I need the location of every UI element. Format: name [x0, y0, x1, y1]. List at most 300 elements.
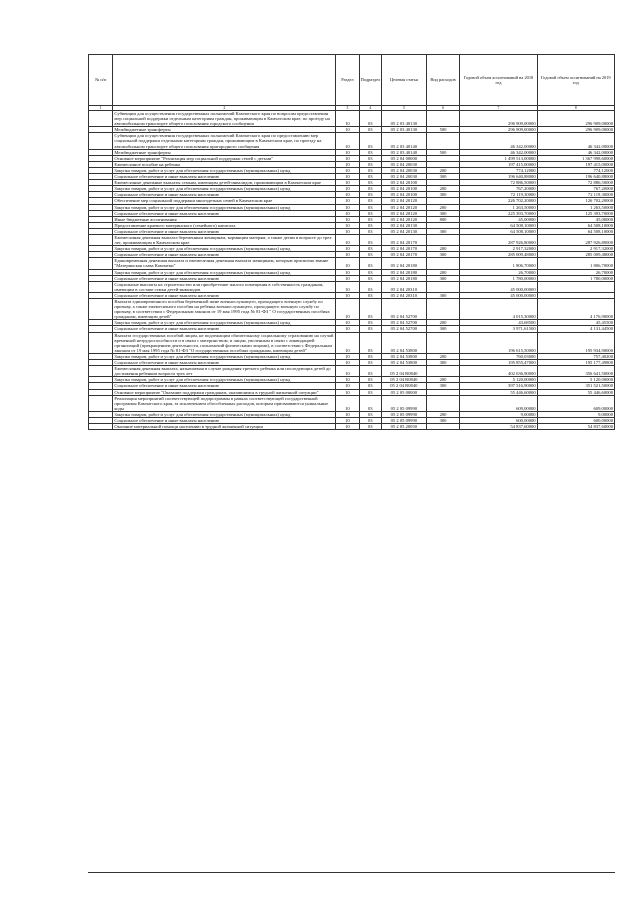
row-name-cell: Предоставление краевого материнского (семейного) капитала	[113, 222, 336, 228]
row-amount-2019-cell: 195 177,49800	[537, 360, 614, 366]
row-amount-2018-cell: 296 909,00000	[460, 111, 537, 127]
row-amount-2018-cell: 195 855,47000	[460, 360, 537, 366]
row-article-cell: 05 2 04 20120	[381, 210, 426, 216]
row-amount-2018-cell: 287 926,80000	[460, 234, 537, 245]
row-name-cell: Закупка товаров, работ и услуг для обеспечения государственных (муниципальных) нужд	[113, 411, 336, 417]
row-section-cell: 10	[336, 353, 359, 359]
header-row	[89, 55, 615, 106]
column-number: 4	[359, 106, 381, 111]
row-amount-2019-cell: 2 917,32000	[537, 246, 614, 252]
row-article-cell: 05 2 04 20100	[381, 192, 426, 198]
row-expense-type-cell	[426, 366, 460, 377]
row-subsection-cell: 03	[359, 111, 381, 127]
row-section-cell: 10	[336, 155, 359, 161]
row-amount-2018-cell: 5 120,00000	[460, 377, 537, 383]
row-name-cell: Основное мероприятие "Оказание поддержки гражданам, оказавшимся в трудной жизненной ситуации"	[113, 389, 336, 395]
row-article-cell: 05 2 04 53800	[381, 353, 426, 359]
row-amount-2018-cell: 3 971,61500	[460, 326, 537, 332]
row-amount-2018-cell: 609,00000	[460, 395, 537, 411]
row-subsection-cell: 03	[359, 292, 381, 298]
row-name-cell: Реализация мероприятий соответствующей подпрограммы в рамках соответствующей государственной программы Камчатского края, за исключением обособленных расходов, которым присваиваются уникальные коды	[113, 395, 336, 411]
row-section-cell: 10	[336, 111, 359, 127]
row-subsection-cell: 03	[359, 155, 381, 161]
row-name-cell: Социальное обеспечение и иные выплаты населению	[113, 417, 336, 423]
row-expense-type-cell: 200	[426, 186, 460, 192]
row-amount-2019-cell: 767,20000	[537, 186, 614, 192]
row-section-cell: 10	[336, 320, 359, 326]
row-subsection-cell: 03	[359, 269, 381, 275]
row-amount-2019-cell: 54 837,60000	[537, 424, 614, 430]
table-row	[89, 332, 615, 353]
row-amount-2019-cell: 296 909,00000	[537, 127, 614, 133]
row-article-cell: 05 2 04 52700	[381, 299, 426, 320]
column-number: 1	[89, 106, 113, 111]
header-num: № п/п	[89, 55, 113, 106]
row-expense-type-cell: 200	[426, 377, 460, 383]
row-amount-2018-cell: 600,00000	[460, 417, 537, 423]
row-name-cell: Ежемесячные денежные выплаты семьям, имеющим детей-инвалидов, проживающим в Камчатском крае	[113, 180, 336, 186]
row-amount-2018-cell: 46 342,00000	[460, 149, 537, 155]
row-subsection-cell: 03	[359, 377, 381, 383]
row-name-cell: Закупка товаров, работ и услуг для обеспечения государственных (муниципальных) нужд	[113, 353, 336, 359]
row-expense-type-cell	[426, 332, 460, 353]
row-section-cell: 10	[336, 133, 359, 149]
header-name	[113, 55, 336, 106]
row-amount-2019-cell: 1 263,50000	[537, 204, 614, 210]
row-amount-2019-cell: 72 119,30000	[537, 192, 614, 198]
row-subsection-cell: 03	[359, 161, 381, 167]
table-row	[89, 111, 615, 127]
row-amount-2018-cell: 760,03000	[460, 353, 537, 359]
row-name-cell: Субвенции для осуществления государственных полномочий Камчатского края по вопросам предоставления мер социальной поддержки отдельным категориям граждан, проживающим в Камчатском крае, по проезду на автомобильном транспорте общего пользования городского сообщения	[113, 111, 336, 127]
row-name-cell: Закупка товаров, работ и услуг для обеспечения государственных (муниципальных) нужд	[113, 186, 336, 192]
row-expense-type-cell: 300	[426, 360, 460, 366]
row-subsection-cell: 03	[359, 204, 381, 210]
row-subsection-cell: 03	[359, 411, 381, 417]
row-article-cell: 05 2 04 20030	[381, 167, 426, 173]
row-section-cell: 10	[336, 186, 359, 192]
row-subsection-cell: 03	[359, 222, 381, 228]
row-expense-type-cell: 300	[426, 275, 460, 281]
row-subsection-cell: 03	[359, 320, 381, 326]
row-subsection-cell: 03	[359, 360, 381, 366]
row-subsection-cell: 03	[359, 198, 381, 204]
row-name-cell: Закупка товаров, работ и услуг для обеспечения государственных (муниципальных) нужд	[113, 320, 336, 326]
row-amount-2018-cell: 2 917,32000	[460, 246, 537, 252]
row-amount-2018-cell: 196 640,88000	[460, 174, 537, 180]
row-article-cell: 05 2 04 00000	[381, 155, 426, 161]
row-article-cell: 05 2 04 20130	[381, 228, 426, 234]
row-subsection-cell: 03	[359, 234, 381, 245]
header-section: Раздел	[336, 55, 359, 106]
row-amount-2018-cell: 9,00000	[460, 411, 537, 417]
row-subsection-cell: 03	[359, 186, 381, 192]
row-expense-type-cell: 300	[426, 292, 460, 298]
row-subsection-cell: 03	[359, 353, 381, 359]
row-amount-2019-cell: 609,00000	[537, 395, 614, 411]
row-article-cell: 05 2 05 09990	[381, 417, 426, 423]
row-subsection-cell: 03	[359, 299, 381, 320]
row-article-cell: 05 2 05 00000	[381, 389, 426, 395]
row-amount-2019-cell: 55 446,60000	[537, 389, 614, 395]
page-bottom-rule	[88, 872, 615, 873]
row-article-cell: 05 2 05 09990	[381, 395, 426, 411]
row-subsection-cell: 03	[359, 192, 381, 198]
row-amount-2019-cell: 285 009,48000	[537, 252, 614, 258]
row-expense-type-cell: 500	[426, 127, 460, 133]
row-name-cell: Социальное обеспечение и иные выплаты населению	[113, 383, 336, 389]
row-amount-2019-cell: 296 909,00000	[537, 111, 614, 127]
row-amount-2019-cell: 126 702,20000	[537, 198, 614, 204]
row-section-cell: 10	[336, 292, 359, 298]
row-name-cell: Ежемесячная денежная выплата, назначаемая в случае рождения третьего ребенка или последующих детей до достижения ребенком возраста трех лет	[113, 366, 336, 377]
row-article-cell: 05 2 03 40130	[381, 127, 426, 133]
row-section-cell: 10	[336, 127, 359, 133]
row-amount-2019-cell: 125 393,70000	[537, 210, 614, 216]
row-amount-2019-cell: 757,40200	[537, 353, 614, 359]
row-name-cell: Иные бюджетные ассигнования	[113, 216, 336, 222]
row-article-cell: 05 2 04 20120	[381, 204, 426, 210]
row-number-cell	[89, 133, 113, 149]
row-name-cell: Субвенции для осуществления государственных полномочий Камчатского края по предоставлению мер социальной поддержки отдельным категориям граждан, проживающим в Камчатском крае, по проезду на автомобильном транспорте общего пользования пригородного сообщения	[113, 133, 336, 149]
row-section-cell: 10	[336, 198, 359, 204]
row-expense-type-cell	[426, 111, 460, 127]
row-amount-2018-cell: 197 415,00000	[460, 161, 537, 167]
row-amount-2019-cell: 1 806,70000	[537, 258, 614, 269]
row-expense-type-cell: 200	[426, 269, 460, 275]
row-name-cell: Ежемесячное пособие на ребенка	[113, 161, 336, 167]
row-expense-type-cell: 300	[426, 326, 460, 332]
row-amount-2018-cell: 225 393,70000	[460, 210, 537, 216]
row-amount-2018-cell: 55 446,60000	[460, 389, 537, 395]
row-amount-2018-cell: 72 886,50000	[460, 180, 537, 186]
row-number-cell	[89, 366, 113, 377]
row-amount-2019-cell: 774,12000	[537, 167, 614, 173]
row-section-cell: 10	[336, 377, 359, 383]
row-subsection-cell: 03	[359, 252, 381, 258]
row-expense-type-cell: 300	[426, 210, 460, 216]
row-number-cell	[89, 424, 113, 430]
table-row	[89, 234, 615, 245]
row-article-cell: 05 2 04 52700	[381, 320, 426, 326]
row-expense-type-cell	[426, 258, 460, 269]
row-article-cell: 05 2 04 20310	[381, 292, 426, 298]
row-amount-2019-cell: 45,45500	[537, 320, 614, 326]
row-subsection-cell: 03	[359, 424, 381, 430]
row-amount-2019-cell: 197 415,00000	[537, 161, 614, 167]
row-amount-2018-cell: 767,20000	[460, 186, 537, 192]
header-subsection: Подраздел	[359, 55, 381, 106]
row-section-cell: 10	[336, 192, 359, 198]
row-section-cell: 10	[336, 149, 359, 155]
row-expense-type-cell: 300	[426, 192, 460, 198]
row-article-cell: 05 2 04 20180	[381, 275, 426, 281]
row-subsection-cell: 03	[359, 133, 381, 149]
row-article-cell: 05 2 04 20030	[381, 161, 426, 167]
row-amount-2019-cell	[537, 281, 614, 292]
row-article-cell: 05 2 03 40140	[381, 133, 426, 149]
table-header	[89, 55, 615, 111]
header-expense-type: Вид расходов	[426, 55, 460, 106]
row-amount-2019-cell: 1 780,00000	[537, 275, 614, 281]
row-name-cell: Основное мероприятие "Реализация мер социальной поддержки семей с детьми"	[113, 155, 336, 161]
row-amount-2019-cell: 64 508,10000	[537, 228, 614, 234]
row-name-cell: Социальное обеспечение и иные выплаты населению	[113, 275, 336, 281]
row-expense-type-cell: 300	[426, 252, 460, 258]
row-subsection-cell: 03	[359, 127, 381, 133]
row-name-cell: Социальное обеспечение и иные выплаты населению	[113, 292, 336, 298]
row-amount-2018-cell: 45,00000	[460, 216, 537, 222]
header-article: Целевая статья	[381, 55, 426, 106]
row-number-cell	[89, 111, 113, 127]
row-subsection-cell: 03	[359, 246, 381, 252]
row-number-cell	[89, 281, 113, 292]
row-name-cell: Закупка товаров, работ и услуг для обеспечения государственных (муниципальных) нужд	[113, 204, 336, 210]
row-expense-type-cell: 300	[426, 417, 460, 423]
row-amount-2019-cell: 5 120,00000	[537, 377, 614, 383]
row-subsection-cell: 03	[359, 395, 381, 411]
table-row	[89, 366, 615, 377]
row-name-cell: Социальное обеспечение и иные выплаты населению	[113, 252, 336, 258]
row-section-cell: 10	[336, 246, 359, 252]
row-article-cell: 05 2 03 40140	[381, 149, 426, 155]
row-name-cell: Социальное обеспечение и иные выплаты населению	[113, 360, 336, 366]
row-subsection-cell: 03	[359, 149, 381, 155]
row-expense-type-cell: 200	[426, 353, 460, 359]
row-subsection-cell: 03	[359, 383, 381, 389]
table-row	[89, 133, 615, 149]
table-row	[89, 258, 615, 269]
row-article-cell: 05 2 05 09990	[381, 411, 426, 417]
row-article-cell: 05 2 04 20100	[381, 186, 426, 192]
row-amount-2018-cell: 45 000,00000	[460, 281, 537, 292]
row-section-cell: 10	[336, 366, 359, 377]
row-name-cell: Обеспечение мер социальной поддержки многодетных семей в Камчатском крае	[113, 198, 336, 204]
row-name-cell: Социальные выплаты на строительство или приобретение жилого помещения в собственность гражданам, имеющим в составе семьи детей-инвалидов	[113, 281, 336, 292]
row-amount-2019-cell: 196 640,88000	[537, 174, 614, 180]
row-amount-2019-cell: 600,00000	[537, 417, 614, 423]
row-expense-type-cell	[426, 133, 460, 149]
row-section-cell: 10	[336, 281, 359, 292]
row-article-cell: 05 2 04 20120	[381, 198, 426, 204]
row-name-cell: Межбюджетные трансферты	[113, 149, 336, 155]
row-section-cell: 10	[336, 234, 359, 245]
row-expense-type-cell: 200	[426, 320, 460, 326]
row-expense-type-cell	[426, 395, 460, 411]
row-amount-2018-cell: 1 806,70000	[460, 258, 537, 269]
row-amount-2018-cell: 43,68500	[460, 320, 537, 326]
row-name-cell: Межбюджетные трансферты	[113, 127, 336, 133]
row-section-cell: 10	[336, 360, 359, 366]
row-section-cell: 10	[336, 180, 359, 186]
row-amount-2019-cell: 45,00000	[537, 216, 614, 222]
row-section-cell: 10	[336, 424, 359, 430]
row-subsection-cell: 03	[359, 174, 381, 180]
row-expense-type-cell: 500	[426, 149, 460, 155]
row-amount-2019-cell: 9,00000	[537, 411, 614, 417]
row-amount-2018-cell: 774,12000	[460, 167, 537, 173]
row-name-cell: Оказание материальной помощи населению в трудной жизненной ситуации	[113, 424, 336, 430]
row-name-cell: Социальное обеспечение и иные выплаты населению	[113, 326, 336, 332]
row-article-cell: 05 2 04 53800	[381, 360, 426, 366]
row-section-cell: 10	[336, 395, 359, 411]
row-section-cell: 10	[336, 174, 359, 180]
row-article-cell: 05 2 04 20130	[381, 222, 426, 228]
row-section-cell: 10	[336, 210, 359, 216]
row-amount-2019-cell: 195 934,90000	[537, 332, 614, 353]
row-amount-2018-cell: 296 909,00000	[460, 127, 537, 133]
column-number: 3	[336, 106, 359, 111]
row-section-cell: 10	[336, 389, 359, 395]
row-amount-2018-cell: 226 702,20000	[460, 198, 537, 204]
row-amount-2018-cell: 64 508,10000	[460, 222, 537, 228]
row-number-cell	[89, 395, 113, 411]
row-article-cell: 05 2 04 20180	[381, 269, 426, 275]
row-article-cell: 05 2 03 40130	[381, 111, 426, 127]
header-year-2019: Годовой объем ассигнований на 2019 год	[537, 55, 614, 106]
row-amount-2018-cell: 46 342,00000	[460, 133, 537, 149]
header-year-2018: Годовой объем ассигнований на 2018 год	[460, 55, 537, 106]
row-amount-2018-cell: 1 263,50000	[460, 204, 537, 210]
row-amount-2018-cell: 1 780,00000	[460, 275, 537, 281]
row-section-cell: 10	[336, 299, 359, 320]
row-article-cell: 05 2 04 20170	[381, 252, 426, 258]
row-name-cell: Закупка товаров, работ и услуг для обеспечения государственных (муниципальных) нужд	[113, 269, 336, 275]
row-number-cell	[89, 299, 113, 320]
row-name-cell: Выплата государственных пособий лицам, не подлежащим обязательному социальному страхованию на случай временной нетрудоспособности и в связи с материнством, и лицам, уволенным в связи с ликвидацией организаций (прекращением деятельности, полномочий физическими лицами), в соответствии с Федеральным законом от 19 мая 1995 года № 81-ФЗ "О государственных пособиях гражданам, имеющим детей"	[113, 332, 336, 353]
row-subsection-cell: 03	[359, 332, 381, 353]
row-article-cell: 05 2 04 20100	[381, 180, 426, 186]
row-subsection-cell: 03	[359, 275, 381, 281]
row-article-cell: 05 2 04 20170	[381, 234, 426, 245]
row-amount-2018-cell: 64 508,10000	[460, 228, 537, 234]
row-amount-2019-cell: 46 342,00000	[537, 133, 614, 149]
row-name-cell: Социальное обеспечение и иные выплаты населению	[113, 192, 336, 198]
row-expense-type-cell: 800	[426, 216, 460, 222]
row-section-cell: 10	[336, 167, 359, 173]
table-row	[89, 299, 615, 320]
row-name-cell: Единовременная денежная выплата и ежемесячная денежная выплата женщинам, которым присвоено звание "Материнская слава Камчатки"	[113, 258, 336, 269]
row-amount-2019-cell: 351 521,50000	[537, 383, 614, 389]
row-name-cell: Социальное обеспечение и иные выплаты населению	[113, 228, 336, 234]
row-number-cell	[89, 234, 113, 245]
row-section-cell: 10	[336, 417, 359, 423]
table-row	[89, 395, 615, 411]
row-subsection-cell: 03	[359, 326, 381, 332]
row-section-cell: 10	[336, 383, 359, 389]
row-expense-type-cell	[426, 424, 460, 430]
row-amount-2018-cell: 285 009,48000	[460, 252, 537, 258]
row-expense-type-cell	[426, 281, 460, 292]
budget-table	[88, 54, 615, 430]
row-article-cell: 05 2 04 20180	[381, 258, 426, 269]
row-name-cell: Выплата единовременного пособия беременной жене военнослужащего, проходящего военную службу по призыву, а также ежемесячного пособия на ребенка военнослужащего, проходящего военную службу по призыву, в соответствии с Федеральным законом от 19 мая 1995 года № 81-ФЗ " О государственных пособиях гражданам, имеющим детей"	[113, 299, 336, 320]
row-name-cell: Закупка товаров, работ и услуг для обеспечения государственных (муниципальных) нужд	[113, 246, 336, 252]
row-subsection-cell: 03	[359, 258, 381, 269]
row-amount-2019-cell: 46 342,00000	[537, 149, 614, 155]
row-expense-type-cell	[426, 299, 460, 320]
row-number-cell	[89, 332, 113, 353]
table-row	[89, 281, 615, 292]
row-section-cell: 10	[336, 222, 359, 228]
row-amount-2018-cell: 397 516,90000	[460, 383, 537, 389]
row-name-cell: Ежемесячная денежная выплата беременным женщинам, кормящим матерям, а также детям в возрасте до трех лет, проживающим в Камчатском крае	[113, 234, 336, 245]
row-expense-type-cell: 200	[426, 204, 460, 210]
row-amount-2019-cell: 287 926,80000	[537, 234, 614, 245]
column-number: 5	[381, 106, 426, 111]
row-article-cell: 05 2 04 20310	[381, 281, 426, 292]
row-expense-type-cell	[426, 234, 460, 245]
row-amount-2019-cell: 26,70000	[537, 269, 614, 275]
row-section-cell: 10	[336, 252, 359, 258]
column-number: 6	[426, 106, 460, 111]
row-article-cell: 05 2 04 20120	[381, 216, 426, 222]
row-name-cell: Социальное обеспечение и иные выплаты населению	[113, 174, 336, 180]
row-article-cell: 05 2 05 20050	[381, 424, 426, 430]
row-article-cell: 05 2 04 R0840	[381, 377, 426, 383]
row-amount-2018-cell: 402 636,90000	[460, 366, 537, 377]
row-amount-2019-cell: 4 131,44500	[537, 326, 614, 332]
row-expense-type-cell: 300	[426, 383, 460, 389]
row-subsection-cell: 03	[359, 389, 381, 395]
row-subsection-cell: 03	[359, 167, 381, 173]
row-section-cell: 10	[336, 204, 359, 210]
table-body	[89, 111, 615, 430]
row-amount-2018-cell: 72 119,30000	[460, 192, 537, 198]
row-section-cell: 10	[336, 269, 359, 275]
column-number: 7	[460, 106, 537, 111]
row-subsection-cell: 03	[359, 281, 381, 292]
row-section-cell: 10	[336, 275, 359, 281]
row-expense-type-cell: 300	[426, 174, 460, 180]
row-name-cell: Закупка товаров, работ и услуг для обеспечения государственных (муниципальных) нужд	[113, 167, 336, 173]
row-amount-2019-cell: 4 176,90000	[537, 299, 614, 320]
row-name-cell: Закупка товаров, работ и услуг для обеспечения государственных (муниципальных) нужд	[113, 377, 336, 383]
row-amount-2019-cell: 64 508,10000	[537, 222, 614, 228]
row-amount-2018-cell: 196 615,50000	[460, 332, 537, 353]
row-amount-2018-cell: 4 015,30000	[460, 299, 537, 320]
row-amount-2019-cell: 1 367 998,60000	[537, 155, 614, 161]
row-article-cell: 05 2 04 52700	[381, 326, 426, 332]
column-number: 2	[113, 106, 336, 111]
column-number: 8	[537, 106, 614, 111]
row-amount-2018-cell: 45 000,00000	[460, 292, 537, 298]
table-row	[89, 424, 615, 430]
row-subsection-cell: 03	[359, 366, 381, 377]
row-subsection-cell: 03	[359, 417, 381, 423]
row-section-cell: 10	[336, 326, 359, 332]
row-section-cell: 10	[336, 161, 359, 167]
row-number-cell	[89, 258, 113, 269]
row-section-cell: 10	[336, 228, 359, 234]
row-subsection-cell: 03	[359, 210, 381, 216]
row-article-cell: 05 2 04 20030	[381, 174, 426, 180]
row-subsection-cell: 03	[359, 228, 381, 234]
row-section-cell: 10	[336, 411, 359, 417]
row-amount-2018-cell: 1 499 513,00000	[460, 155, 537, 161]
row-expense-type-cell: 200	[426, 246, 460, 252]
row-name-cell: Социальное обеспечение и иные выплаты населению	[113, 210, 336, 216]
row-expense-type-cell: 300	[426, 228, 460, 234]
row-amount-2018-cell: 54 837,60000	[460, 424, 537, 430]
row-subsection-cell: 03	[359, 216, 381, 222]
row-section-cell: 10	[336, 216, 359, 222]
row-subsection-cell: 03	[359, 180, 381, 186]
row-expense-type-cell: 200	[426, 167, 460, 173]
row-section-cell: 10	[336, 258, 359, 269]
row-article-cell: 05 2 04 R0840	[381, 366, 426, 377]
row-expense-type-cell: 200	[426, 411, 460, 417]
